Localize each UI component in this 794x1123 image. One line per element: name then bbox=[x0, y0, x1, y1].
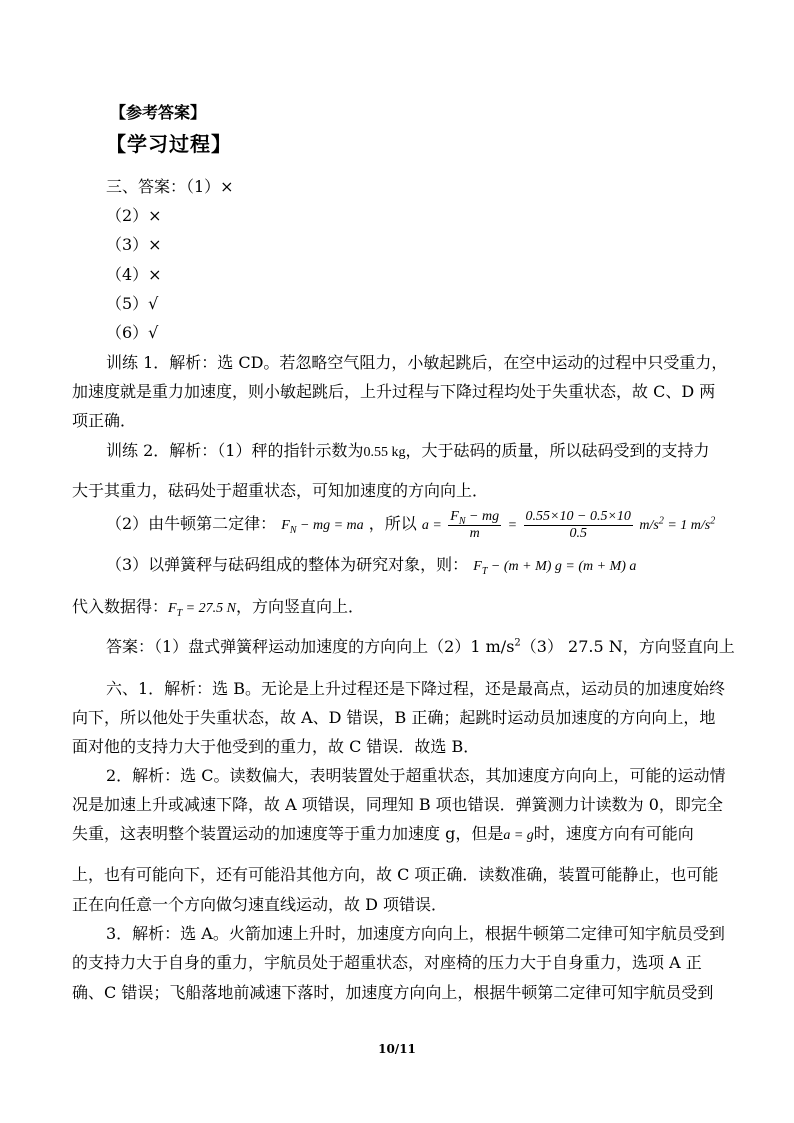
symbol: = 27.5 N bbox=[182, 601, 236, 616]
unit bbox=[639, 515, 716, 533]
answer-line-5: （5）√ bbox=[106, 294, 159, 313]
answer-line-6: （6）√ bbox=[106, 323, 159, 342]
subscript: N bbox=[289, 524, 297, 536]
superscript: 2 bbox=[710, 515, 716, 527]
symbol: − mg = ma bbox=[296, 518, 364, 533]
text: 代入数据得： bbox=[72, 597, 169, 616]
training2-line-4 bbox=[106, 554, 724, 578]
page-number: 10/11 bbox=[378, 1042, 416, 1056]
text: （3）以弹簧秤与砝码组成的整体为研究对象，则： bbox=[106, 555, 469, 574]
section6-q1-line-2: 向下，所以他处于失重状态，故 A、D 错误，B 正确；起跳时运动员加速度的方向向上，地 bbox=[72, 708, 716, 727]
training1-line-3: 项正确． bbox=[72, 411, 137, 430]
symbol: a bbox=[421, 518, 429, 533]
symbol: = bbox=[432, 518, 442, 533]
numerator bbox=[448, 509, 501, 526]
equation-result bbox=[168, 601, 236, 619]
section6-q2-line-4: 上，也有可能向下，还有可能沿其他方向，故 C 项正确．读数准确，装置可能静止，也可能 bbox=[72, 865, 719, 884]
training2-line-5 bbox=[72, 596, 724, 620]
section6-q2-line-5: 正在向任意一个方向做匀速直线运动，故 D 项错误． bbox=[72, 895, 448, 914]
symbol: m/s bbox=[639, 518, 659, 533]
equation-newton bbox=[281, 518, 364, 536]
subscript: T bbox=[481, 565, 488, 577]
text: 训练 2．解析：（1）秤的指针示数为 bbox=[106, 441, 364, 460]
symbol: F bbox=[281, 518, 290, 533]
section6-q1-line-3: 面对他的支持力大于他受到的重力，故 C 错误．故选 B． bbox=[72, 737, 480, 756]
text: （2）由牛顿第二定律： bbox=[106, 514, 277, 533]
training2-line-3 bbox=[106, 508, 724, 542]
subscript: N bbox=[458, 516, 466, 528]
symbol: F bbox=[473, 559, 482, 574]
section6-q3-line-3: 确、C 错误；飞船落地前减速下落时，加速度方向向上，根据牛顿第二定律可知宇航员受到 bbox=[72, 983, 714, 1002]
subscript: T bbox=[176, 607, 183, 619]
answer-line-3: （3）× bbox=[106, 235, 162, 254]
section6-q2-line-3 bbox=[72, 823, 724, 847]
text: ，大于砝码的质量，所以砝码受到的支持力 bbox=[405, 441, 710, 460]
denominator: m bbox=[469, 526, 480, 542]
answer-line-2: （2）× bbox=[106, 206, 162, 225]
section6-q3-line-1: 3．解析：选 A。火箭加速上升时，加速度方向向上，根据牛顿第二定律可知宇航员受到 bbox=[106, 924, 725, 943]
reference-answer-heading: 【参考答案】 bbox=[110, 103, 207, 122]
equation-a-equals-g: a = g bbox=[503, 828, 534, 843]
denominator: 0.5 bbox=[569, 526, 587, 542]
training1-line-1: 训练 1．解析：选 CD。若忽略空气阻力，小敏起跳后，在空中运动的过程中只受重力， bbox=[106, 353, 728, 372]
text: （3） 27.5 N，方向竖直向上 bbox=[520, 637, 735, 656]
training1-line-2: 加速度就是重力加速度，则小敏起跳后，上升过程与下降过程均处于失重状态，故 C、D 两 bbox=[72, 382, 716, 401]
training2-line-2: 大于其重力，砝码处于超重状态，可知加速度的方向向上． bbox=[72, 481, 489, 500]
section6-q2-line-2: 况是加速上升或减速下降，故 A 项错误，同理知 B 项也错误．弹簧测力计读数为 0，即完全 bbox=[72, 795, 723, 814]
symbol: = bbox=[507, 518, 518, 533]
text: 失重，这表明整个装置运动的加速度等于重力加速度 g，但是 bbox=[72, 824, 504, 843]
numerator: 0.55×10 − 0.5×10 bbox=[525, 509, 631, 525]
symbol: F bbox=[450, 509, 459, 525]
section6-q1-line-1: 六、1．解析：选 B。无论是上升过程还是下降过程，还是最高点，运动员的加速度始终 bbox=[106, 679, 726, 698]
text: 答案：（1）盘式弹簧秤运动加速度的方向向上（2）1 m/s bbox=[106, 637, 515, 656]
symbol: = 1 m/s bbox=[667, 518, 711, 533]
section6-q3-line-2: 的支持力大于自身的重力，宇航员处于超重状态，对座椅的压力大于自身重力，选项 A 正 bbox=[72, 953, 702, 972]
equation-system bbox=[473, 559, 637, 577]
superscript: 2 bbox=[658, 515, 664, 527]
learning-process-heading: 【学习过程】 bbox=[106, 132, 232, 156]
answer-line-1: 三、答案：（1）× bbox=[106, 177, 234, 196]
section6-q2-line-1: 2．解析：选 C。读数偏大，表明装置处于超重状态，其加速度方向向上，可能的运动情 bbox=[106, 766, 726, 785]
symbol: − (m + M) g = (m + M) a bbox=[487, 559, 637, 574]
training2-line-1 bbox=[106, 440, 724, 464]
scale-reading: 0.55 kg bbox=[363, 445, 406, 460]
answer-line-4: （4）× bbox=[106, 265, 162, 284]
symbol: F bbox=[168, 601, 177, 616]
superscript: 2 bbox=[514, 637, 521, 649]
fraction bbox=[448, 509, 501, 542]
fraction-numeric bbox=[524, 509, 633, 542]
symbol: − mg bbox=[465, 509, 500, 525]
text: ，所以 bbox=[368, 514, 417, 533]
training2-answer bbox=[106, 636, 735, 658]
text: ，方向竖直向上． bbox=[235, 597, 364, 616]
text: 时，速度方向有可能向 bbox=[533, 824, 694, 843]
